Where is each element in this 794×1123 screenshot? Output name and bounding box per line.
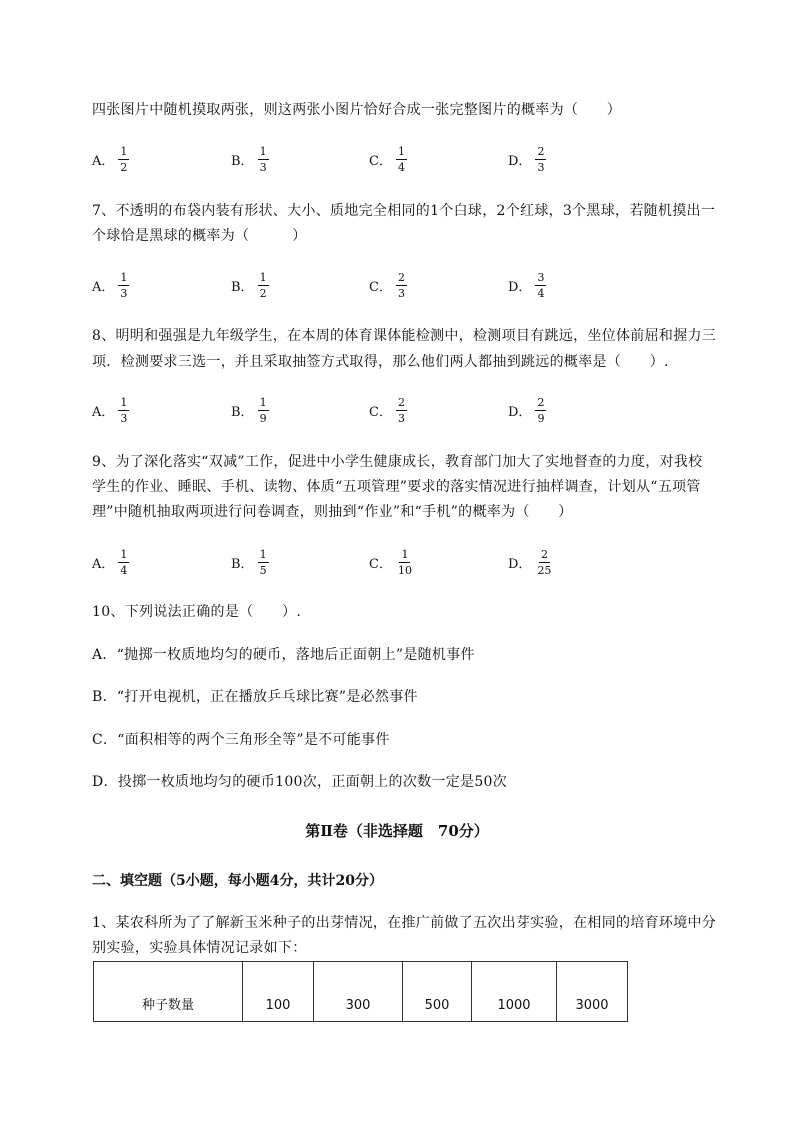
q8-stem-line2: 项．检测要求三选一，并且采取抽签方式取得，那么他们两人都抽到跳远的概率是（ ）.: [92, 354, 669, 370]
fill1-stem-line1: 1、某农科所为了了解新玉米种子的出芽情况，在推广前做了五次出芽实验，在相同的培育环境中分: [92, 915, 717, 931]
fraction: [396, 396, 407, 425]
denominator: 9: [537, 411, 545, 425]
denominator: 5: [259, 563, 267, 577]
fraction: [118, 145, 129, 174]
section-title: 第Ⅱ卷（非选择题 70分）: [305, 822, 489, 840]
denominator: 3: [397, 411, 405, 425]
denominator: 4: [120, 563, 128, 577]
table-cell: 500: [403, 962, 472, 1022]
option-label: A．: [92, 279, 115, 295]
fraction: [396, 271, 407, 300]
q7-option-c[interactable]: [369, 267, 407, 303]
fraction: [535, 271, 546, 300]
q8-option-a[interactable]: [92, 392, 129, 428]
option-label: D．: [508, 153, 532, 169]
denominator: 3: [397, 286, 405, 300]
table-cell: 3000: [557, 962, 628, 1022]
q7-option-b[interactable]: [231, 267, 269, 303]
fraction: [258, 271, 269, 300]
fraction: [258, 396, 269, 425]
option-label: C．: [369, 556, 392, 572]
fraction: [258, 548, 269, 577]
numerator: 1: [259, 144, 267, 158]
denominator: 3: [537, 160, 545, 174]
numerator: 3: [537, 270, 545, 284]
q6-option-b[interactable]: [231, 141, 269, 177]
fraction: [396, 548, 414, 577]
q8-option-c[interactable]: [369, 392, 407, 428]
q9-stem-line3: 理”中随机抽取两项进行问卷调查，则抽到“作业”和“手机”的概率为（ ）: [92, 504, 573, 520]
fraction: [258, 145, 269, 174]
denominator: 10: [397, 563, 412, 577]
fraction: [118, 548, 129, 577]
fraction: [118, 396, 129, 425]
q6-option-d[interactable]: [508, 141, 546, 177]
numerator: 1: [259, 395, 267, 409]
section-subtitle: 二、填空题（5小题，每小题4分，共计20分）: [92, 873, 383, 889]
fill1-stem-line2: 别实验，实验具体情况记录如下：: [92, 940, 307, 956]
denominator: 4: [537, 286, 545, 300]
table-row: [94, 962, 628, 1022]
denominator: 25: [537, 563, 552, 577]
numerator: 1: [397, 144, 405, 158]
q7-options: [92, 267, 652, 303]
q10-option-d[interactable]: D．投掷一枚质地均匀的硬币100次，正面朝上的次数一定是50次: [92, 774, 508, 790]
q9-options: [92, 544, 652, 580]
q6-options: [92, 141, 652, 177]
fraction: [535, 145, 546, 174]
denominator: 4: [397, 160, 405, 174]
option-label: B．: [231, 404, 254, 420]
option-label: D．: [508, 279, 532, 295]
q10-option-a[interactable]: A．“抛掷一枚质地均匀的硬币，落地后正面朝上”是随机事件: [92, 647, 475, 663]
numerator: 2: [397, 395, 405, 409]
numerator: 1: [120, 144, 128, 158]
q9-option-a[interactable]: [92, 544, 129, 580]
option-label: D．: [508, 556, 532, 572]
option-label: B．: [231, 279, 254, 295]
option-label: C．: [369, 153, 392, 169]
option-label: B．: [231, 556, 254, 572]
numerator: 1: [120, 547, 128, 561]
table-cell: 1000: [472, 962, 557, 1022]
numerator: 2: [397, 270, 405, 284]
numerator: 2: [537, 144, 545, 158]
q10-stem: 10、下列说法正确的是（ ）.: [92, 604, 302, 620]
option-label: A．: [92, 404, 115, 420]
numerator: 2: [537, 395, 545, 409]
denominator: 3: [120, 286, 128, 300]
denominator: 2: [259, 286, 267, 300]
q9-option-b[interactable]: [231, 544, 269, 580]
fraction: [118, 271, 129, 300]
table-cell: 300: [314, 962, 403, 1022]
q9-option-d[interactable]: [508, 544, 553, 580]
q9-option-c[interactable]: [369, 544, 414, 580]
option-label: D．: [508, 404, 532, 420]
q8-options: [92, 392, 652, 428]
table-row-label: 种子数量: [94, 962, 243, 1022]
option-label: C．: [369, 279, 392, 295]
q8-option-d[interactable]: [508, 392, 546, 428]
q9-stem-line2: 学生的作业、睡眠、手机、读物、体质“五项管理”要求的落实情况进行抽样调查，计划从“五项管: [92, 479, 701, 495]
fraction: [396, 145, 407, 174]
denominator: 2: [120, 160, 128, 174]
q8-stem-line1: 8、明明和强强是九年级学生，在本周的体育课体能检测中，检测项目有跳远，坐位体前屈和握力三: [92, 328, 717, 344]
numerator: 1: [120, 270, 128, 284]
option-label: A．: [92, 556, 115, 572]
option-label: B．: [231, 153, 254, 169]
option-label: C．: [369, 404, 392, 420]
table-cell: 100: [243, 962, 314, 1022]
q7-stem-line2: 个球恰是黑球的概率为（ ）: [92, 228, 307, 244]
denominator: 9: [259, 411, 267, 425]
numerator: 2: [540, 547, 548, 561]
numerator: 1: [259, 547, 267, 561]
fraction: [535, 396, 546, 425]
q7-option-d[interactable]: [508, 267, 546, 303]
numerator: 1: [401, 547, 409, 561]
seed-data-table: [93, 961, 628, 1022]
denominator: 3: [259, 160, 267, 174]
fraction: [535, 548, 553, 577]
q7-stem-line1: 7、不透明的布袋内装有形状、大小、质地完全相同的1个白球，2个红球，3个黑球，若随机摸出一: [92, 203, 716, 219]
q10-option-c[interactable]: C．“面积相等的两个三角形全等”是不可能事件: [92, 732, 390, 748]
q10-option-b[interactable]: B．“打开电视机，正在播放乒乓球比赛”是必然事件: [92, 689, 418, 705]
option-label: A．: [92, 153, 115, 169]
q6-stem-tail: 四张图片中随机摸取两张，则这两张小图片恰好合成一张完整图片的概率为（ ）: [92, 102, 622, 118]
numerator: 1: [120, 395, 128, 409]
q8-option-b[interactable]: [231, 392, 269, 428]
numerator: 1: [259, 270, 267, 284]
q6-option-c[interactable]: [369, 141, 407, 177]
q9-stem-line1: 9、为了深化落实“双减”工作，促进中小学生健康成长，教育部门加大了实地督查的力度，对我校: [92, 454, 703, 470]
q7-option-a[interactable]: [92, 267, 129, 303]
denominator: 3: [120, 411, 128, 425]
q6-option-a[interactable]: [92, 141, 129, 177]
